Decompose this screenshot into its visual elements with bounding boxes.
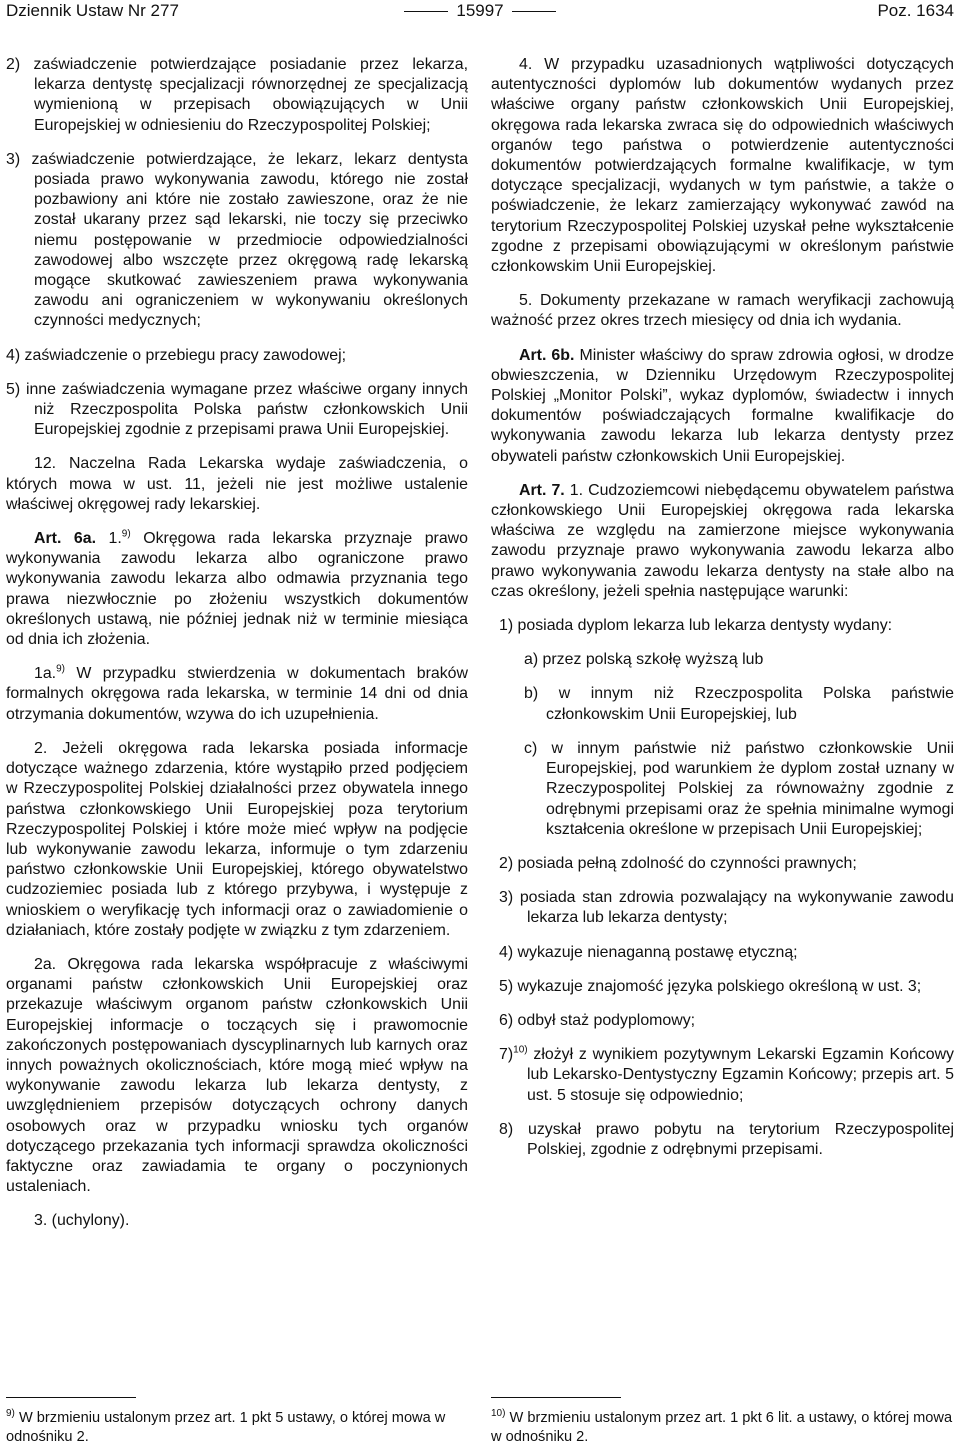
footnote-9-text: W brzmieniu ustalonym przez art. 1 pkt 5 ustawy, o której mowa w odnośniku 2. xyxy=(6,1410,446,1445)
item-4: 4) zaświadczenie o przebiegu pracy zawodowej; xyxy=(6,346,347,364)
page-number: 15997 xyxy=(456,1,504,20)
condition-2: 2) posiada pełną zdolność do czynności prawnych; xyxy=(499,854,857,872)
art-6a-label: Art. 6a. xyxy=(34,530,96,548)
art-6b-text: Minister właściwy do spraw zdrowia ogłosi, w drodze obwieszczenia, w Dzienniku Urzędowym Rzeczypospolitej Polskiej „Monitor Polski”, wykaz dyplomów, świadectw i innych dokumentów poświadczających formalne kwalifikacje do wykonywania zawodu lekarza lub lekarza dentysty przez obywateli państw członkowskich Unii Europejskiej. xyxy=(491,346,954,465)
ust-12: 12. Naczelna Rada Lekarska wydaje zaświadczenia, o których mowa w ust. 11, jeżeli nie jest możliwe ustalenie właściwej okręgowej rady lekarskiej. xyxy=(6,455,468,513)
journal-title: Dziennik Ustaw Nr 277 xyxy=(6,1,179,20)
condition-3: 3) posiada stan zdrowia pozwalający na wykonywanie zawodu lekarza lub lekarza dentysty; xyxy=(499,889,954,927)
ust-1a-num: 1a. xyxy=(34,665,57,683)
footnote-10-mark: 10) xyxy=(491,1408,506,1420)
art-6a-sup: 9) xyxy=(121,528,131,540)
item-5: 5) inne zaświadczenia wymagane przez właściwe organy innych niż Rzeczpospolita Polska państw członkowskich Unii Europejskiej zgodnie z przepisami prawa Unii Europejskiej. xyxy=(6,380,468,439)
condition-7-text: złożył z wynikiem pozytywnym Lekarski Egzamin Końcowy lub Lekarsko-Dentystyczny Egzamin Końcowy; przepis art. 5 ust. 5 stosuje się odpowiednio; xyxy=(527,1046,955,1104)
condition-1: 1) posiada dyplom lekarza lub lekarza dentysty wydany: xyxy=(499,617,893,635)
ust-4: 4. W przypadku uzasadnionych wątpliwości dotyczących autentyczności dyplomów lub dokumentów wydanych przez właściwe organy państw członkowskich Unii Europejskiej, okręgowa rada lekarska zwraca się do odpowiednich właściwych organów tego państwa o potwierdzenie autentyczności dokumentów potwierdzających formalne kwalifikacje, w tym dotyczące specjalizacji, wydanych w tym państwie, a także o poświadczenie, że lekarz zamierzający wykonywać zawód na terytorium Rzeczypospolitej Polskiej uzyskał pełne wykształcenie zgodne z przepisami obowiązującymi w określonym państwie członkowskim Unii Europejskiej. xyxy=(491,56,954,276)
condition-1a: a) przez polską szkołę wyższą lub xyxy=(524,651,764,669)
left-column xyxy=(6,55,468,1246)
condition-6: 6) odbył staż podyplomowy; xyxy=(499,1011,696,1029)
ust-2: 2. Jeżeli okręgowa rada lekarska posiada informacje dotyczące ważnego zdarzenia, które wystąpiło przed podjęciem w Rzeczypospolitej Polskiej działalności przez obywatela innego państwa członkowskiego Unii Europejskiej poza terytorium Rzeczypospolitej Polskiej i które może mieć wpływ na podjęcie lub wykonywanie zawodu lekarza, informuje o tym zdarzeniu państwo członkowskie Unii Europejskiej, którego obywatelstwo cudzoziemiec posiada lub z którego przybywa, i występuje z wnioskiem o weryfikację tych informacji oraz o zawiadomienie o działaniach, które zostały podjęte w związku z tym zdarzeniem. xyxy=(6,739,468,939)
ust-3: 3. (uchylony). xyxy=(34,1212,130,1230)
ust-1a-text: W przypadku stwierdzenia w dokumentach braków formalnych okręgowa rada lekarska, w terminie 14 dni od dnia otrzymania dokumentów, wzywa do ich uzupełnienia. xyxy=(6,665,468,723)
art-6b-label: Art. 6b. xyxy=(519,346,575,364)
right-column xyxy=(491,55,954,1174)
condition-1c: c) w innym państwie niż państwo członkowskie Unii Europejskiej, pod warunkiem że dyplom został uznany w Rzeczypospolitej Polskiej za równoważny zgodnie z odrębnymi przepisami oraz że spełnia minimalne wymogi kształcenia określone w przepisach Unii Europejskiej; xyxy=(524,739,954,838)
position-number: Poz. 1634 xyxy=(877,1,954,20)
art-7-text: 1. Cudzoziemcowi niebędącemu obywatelem państwa członkowskiego Unii Europejskiej okręgowa rada lekarska właściwa ze względu na zamierzone miejsce wykonywania zawodu przyznaje prawo wykonywania zawodu lekarza albo prawo wykonywania zawodu lekarza dentysty na stałe albo na czas określony, jeżeli spełnia następujące warunki: xyxy=(491,481,954,600)
condition-4: 4) wykazuje nienaganną postawę etyczną; xyxy=(499,943,798,961)
footnote-9 xyxy=(6,1409,468,1447)
footnote-10-text: W brzmieniu ustalonym przez art. 1 pkt 6 lit. a ustawy, o której mowa w odnośniku 2. xyxy=(491,1410,953,1445)
footnote-separator-left xyxy=(6,1397,136,1398)
art-6a xyxy=(6,529,468,650)
dash-right xyxy=(512,11,556,12)
item-3: 3) zaświadczenie potwierdzające, że lekarz, lekarz dentysta posiada prawo wykonywania zawodu, którego nie został pozbawiony ani które nie zostało zawieszone, oraz że nie został ukarany przez sąd lekarski, nie toczy się przeciwko niemu postępowanie w przedmiocie odpowiedzialności zawodowej albo wszczęte przez okręgową radę lekarską mogące skutkować zawieszeniem prawa wykonywania zawodu ani ograniczeniem w wykonywaniu określonych czynności medycznych; xyxy=(6,150,468,330)
art-7 xyxy=(491,481,954,602)
footnote-9-mark: 9) xyxy=(6,1408,15,1420)
footnote-10 xyxy=(491,1409,954,1447)
condition-7-num: 7) xyxy=(499,1046,514,1064)
ust-5: 5. Dokumenty przekazane w ramach weryfikacji zachowują ważność przez okres trzech miesięcy od dnia ich wydania. xyxy=(491,292,954,330)
page-header xyxy=(6,0,954,24)
condition-8: 8) uzyskał prawo pobytu na terytorium Rzeczypospolitej Polskiej, zgodnie z odrębnymi przepisami. xyxy=(499,1120,954,1158)
ust-2a: 2a. Okręgowa rada lekarska współpracuje z właściwymi organami państw członkowskich Unii Europejskiej oraz przekazuje właściwym organom państw członkowskich Unii Europejskiej informacje o toczących się i prawomocnie zakończonych postępowaniach dyscyplinarnych lub karnych oraz innych poważnych okolicznościach, które mogą mieć wpływ na wykonywanie zawodu lekarza lub lekarza dentysty, z uwzględnieniem przepisów dotyczących ochrony danych osobowych oraz w przypadku wniosku tych organów dotyczącego przekazania tych informacji sprawdza okoliczności faktyczne oraz zawiadamia te organy o poczynionych ustaleniach. xyxy=(6,955,468,1196)
item-2: 2) zaświadczenie potwierdzające posiadanie przez lekarza, lekarza dentystę specjalizacji równorzędnej ze specjalizacją wymienioną w przepisach obowiązujących w Unii Europejskiej w odniesieniu do Rzeczypospolitej Polskiej; xyxy=(6,56,468,134)
dash-left xyxy=(404,11,448,12)
condition-5: 5) wykazuje znajomość języka polskiego określoną w ust. 3; xyxy=(499,977,922,995)
condition-7-sup: 10) xyxy=(513,1044,528,1056)
ust-1a-sup: 9) xyxy=(56,663,65,675)
art-6a-text: Okręgowa rada lekarska przyznaje prawo wykonywania zawodu lekarza albo ograniczone prawo wykonywania zawodu lekarza albo odmawia przyznania tego prawa niezwłocznie po złożeniu wszystkich dokumentów określonych ustawą, nie później jednak niż w terminie miesiąca od dnia ich złożenia. xyxy=(6,530,468,649)
art-6b xyxy=(491,346,954,467)
condition-1b: b) w innym niż Rzeczpospolita Polska państwie członkowskim Unii Europejskiej, lub xyxy=(524,685,954,723)
art-7-label: Art. 7. xyxy=(519,481,565,499)
art-6a-num: 1. xyxy=(108,530,122,548)
ust-1a xyxy=(6,664,468,725)
page-number-wrap xyxy=(6,0,954,22)
footnote-separator-right xyxy=(491,1397,621,1398)
condition-7 xyxy=(499,1045,954,1106)
